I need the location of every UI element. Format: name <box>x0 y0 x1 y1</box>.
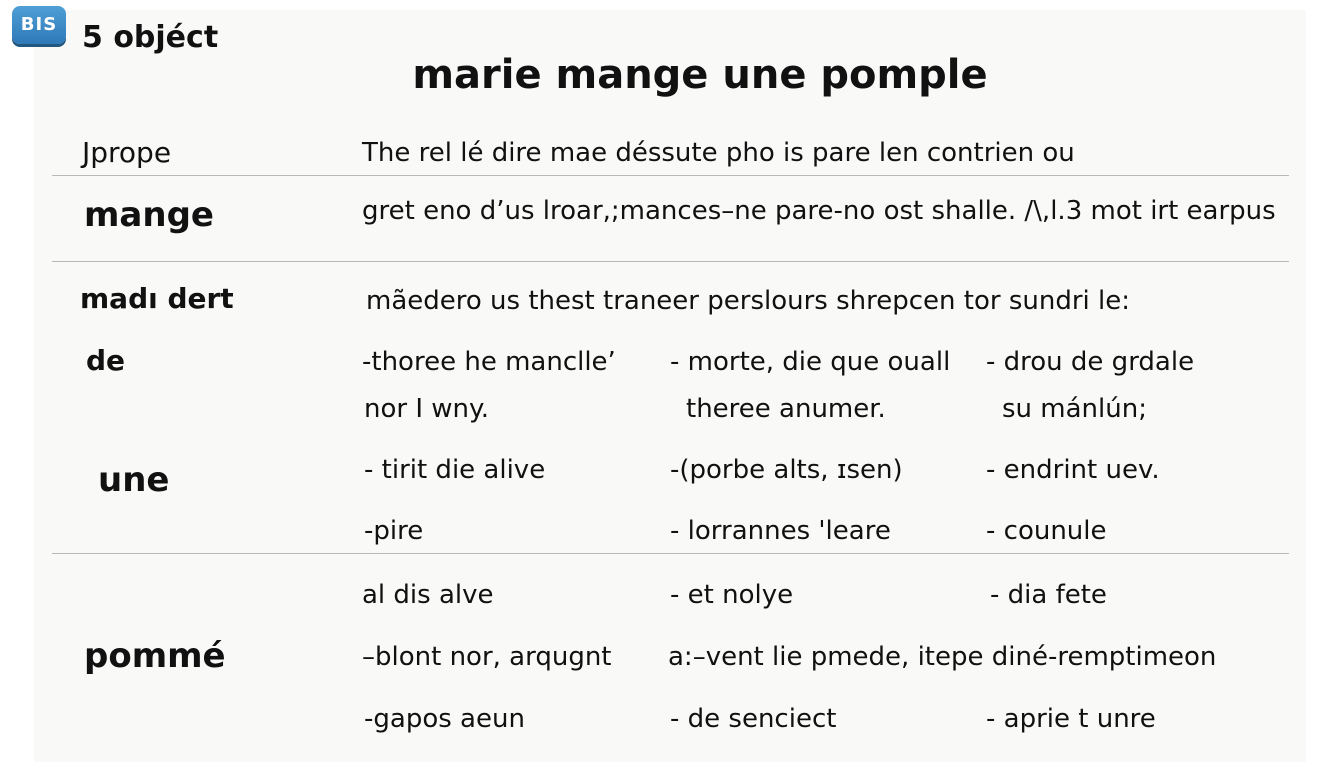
row-3-col-3-line-4: - counule <box>986 516 1107 546</box>
row-4-line-1-col-3: - dia fete <box>990 580 1107 610</box>
row-3-word-3: une <box>98 460 170 500</box>
divider-2 <box>52 261 1289 262</box>
divider-3 <box>52 553 1289 554</box>
row-4-line-2-col-1: –blont nor, arqugnt <box>362 642 612 672</box>
divider-1 <box>52 175 1289 176</box>
row-4-word: pommé <box>84 636 226 676</box>
corner-label: 5 objéct <box>82 20 219 55</box>
row-4-line-3-col-3: - aprie t unre <box>986 704 1156 734</box>
row-3-col-1-line-2: nor I wny. <box>364 394 489 424</box>
row-3-col-2-line-4: - lorrannes 'leare <box>670 516 891 546</box>
logo-text: BIS <box>20 14 58 35</box>
row-3-col-2-line-3: -(porbe alts, ɪsen) <box>670 455 903 485</box>
row-3-intro: mãedero us thest traneer perslours shrepcen tor sundri le: <box>366 286 1130 316</box>
row-4-line-2-col-2: a:–vent lie pmede, itepe diné-remptimeon <box>668 642 1217 672</box>
row-3-col-3-line-3: - endrint uev. <box>986 455 1160 485</box>
row-4-line-1-col-2: - et nolye <box>670 580 794 610</box>
row-3-col-3-line-1: - drou de grdale <box>986 347 1195 377</box>
row-2-text: gret eno d’us lroar,;mances–ne pare-no ost shalle. /\,l.3 mot irt earpus <box>362 196 1276 226</box>
bis-logo <box>12 6 66 44</box>
row-3-col-3-line-2: su mánlún; <box>1002 394 1147 424</box>
row-1-word: Jprope <box>82 136 172 169</box>
row-3-col-2-line-2: theree anumer. <box>686 394 886 424</box>
row-3-word-2: de <box>86 344 126 377</box>
row-4-line-3-col-2: - de senciect <box>670 704 837 734</box>
page-title: marie mange une pomple <box>412 52 988 98</box>
row-2-word: mange <box>84 195 214 235</box>
row-3-col-2-line-1: - morte, die que ouall <box>670 347 951 377</box>
row-3-col-1-line-3: - tirit die alive <box>364 455 546 485</box>
row-3-col-1-line-1: -thoree he manclle’ <box>362 347 616 377</box>
row-1-text: The rel lé dire mae déssute pho is pare len contrien ou <box>362 138 1075 168</box>
row-3-word-1: madı dert <box>80 282 234 315</box>
row-3-col-1-line-4: -pire <box>364 516 424 546</box>
row-4-line-3-col-1: -gapos aeun <box>364 704 525 734</box>
row-4-line-1-col-1: al dis alve <box>362 580 494 610</box>
